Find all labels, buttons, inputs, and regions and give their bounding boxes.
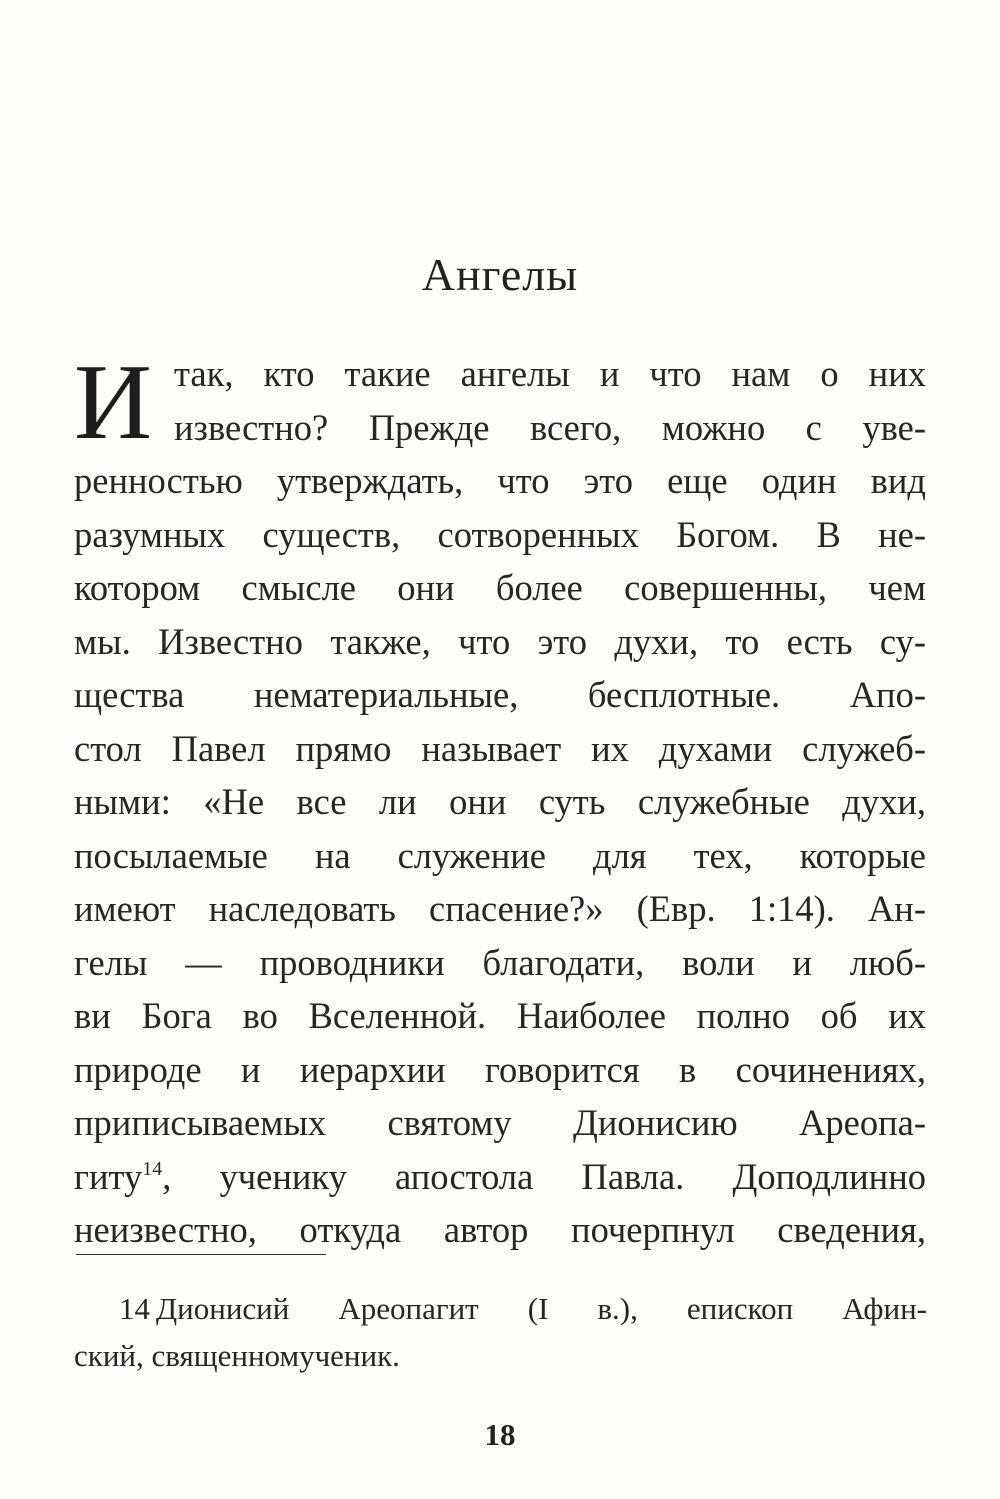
text-line: мы. Известно также, что это духи, то есть су- — [74, 620, 926, 662]
text-line: ви Бога во Вселенной. Наиболее полно об их — [74, 995, 926, 1036]
text-line: котором смысле они более совершенны, чем — [74, 567, 926, 608]
footnote-separator — [76, 1254, 326, 1255]
text-line: ренностью утверждать, что это еще один вид — [74, 460, 926, 501]
footnote-line: ский, священномученик. — [74, 1338, 400, 1373]
footnote-reference: 14 — [142, 1157, 163, 1180]
text-line: приписываемых святому Дионисию Ареопа- — [74, 1102, 926, 1143]
drop-cap: И — [74, 343, 152, 462]
text-line: известно? Прежде всего, можно с уве- — [174, 406, 926, 448]
text-line: так, кто такие ангелы и что нам о них — [174, 353, 926, 394]
footnote-line — [119, 1285, 927, 1332]
text-fragment: гиту — [74, 1155, 143, 1197]
text-line: щества нематериальные, бесплотные. Апо- — [74, 674, 926, 715]
main-text — [74, 343, 926, 1257]
text-fragment: , ученику апостола Павла. Доподлинно — [162, 1155, 926, 1197]
text-line: имеют наследовать спасение?» (Евр. 1:14). Ан- — [74, 888, 926, 929]
footnote-text: Дионисий Ареопагит (I в.), епископ Афин- — [156, 1291, 927, 1326]
text-line: ными: «Не все ли они суть служебные духи, — [74, 781, 926, 822]
text-line: гелы — проводники благодати, воли и люб- — [74, 941, 926, 983]
text-line: стол Павел прямо называет их духами служеб- — [74, 727, 926, 769]
text-line: неизвестно, откуда автор почерпнул сведения, — [74, 1209, 926, 1250]
page-number: 18 — [484, 1417, 516, 1452]
text-line: природе и иерархии говорится в сочинениях, — [74, 1048, 926, 1090]
footnote-number: 14 — [119, 1291, 150, 1326]
footnote — [74, 1285, 927, 1379]
chapter-title: Ангелы — [421, 249, 579, 300]
text-line-with-footnote-ref — [74, 1150, 926, 1204]
text-line: посылаемые на служение для тех, которые — [74, 834, 926, 876]
text-line: разумных существ, сотворенных Богом. В не- — [74, 513, 926, 555]
